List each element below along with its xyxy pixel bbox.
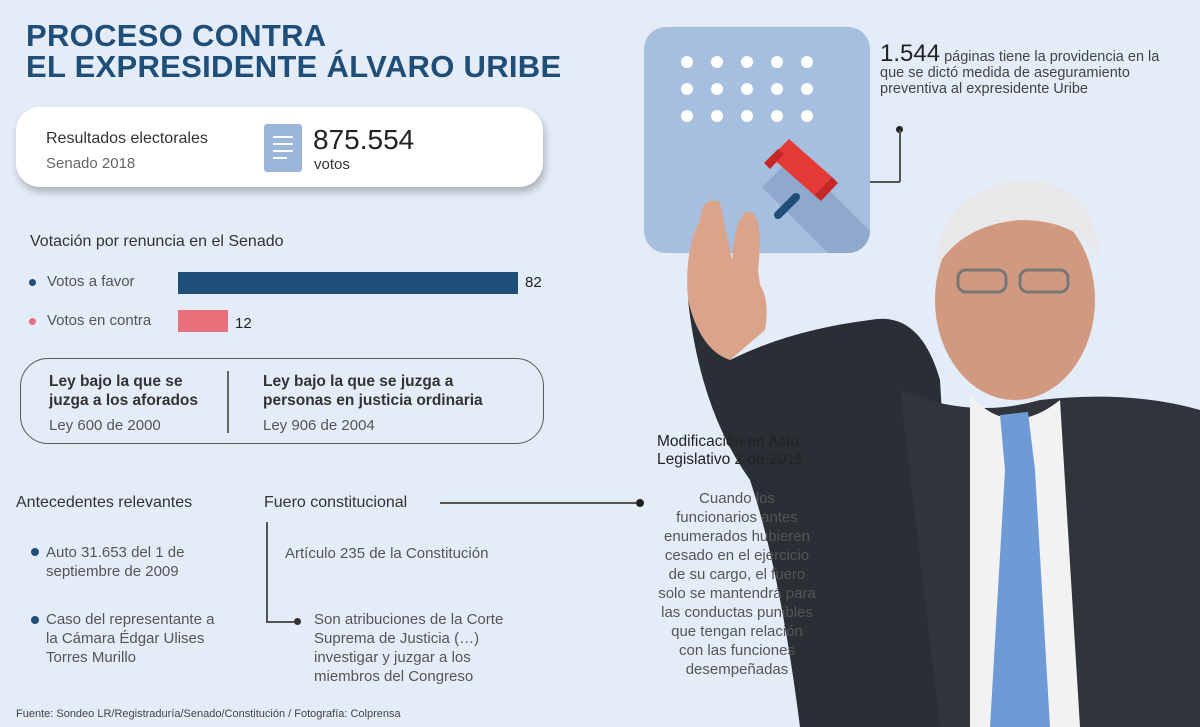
pages-annotation <box>880 40 1185 97</box>
fuero-heading: Fuero constitucional <box>264 494 408 511</box>
modificacion-heading: Modificación en Acto Legislativo 2 de 2015 <box>657 433 804 468</box>
fuero-connector-line <box>440 502 636 504</box>
antecedente-item-1: Auto 31.653 del 1 de septiembre de 2009 <box>46 544 185 580</box>
favor-label: Votos a favor <box>47 273 135 290</box>
law-ordinaria-value: Ley 906 de 2004 <box>263 417 375 434</box>
votes-unit: votos <box>314 156 350 173</box>
title-line-1: PROCESO CONTRA <box>26 18 327 53</box>
results-sublabel: Senado 2018 <box>46 155 136 172</box>
source-footer: Fuente: Sondeo LR/Registraduría/Senado/Constitución / Fotografía: Colprensa <box>16 708 401 720</box>
favor-dot <box>29 279 36 286</box>
votes-value: 875.554 <box>313 124 415 155</box>
fuero-text: Son atribuciones de la Corte Suprema de Justicia (…) investigar y juzgar a los miembros del Congreso <box>314 611 504 685</box>
fuero-vertical-line <box>266 522 268 622</box>
title-line-2: EL EXPRESIDENTE ÁLVARO URIBE <box>26 49 562 84</box>
law-aforados-heading: Ley bajo la que se juzga a los aforados <box>49 373 199 409</box>
fuero-article: Artículo 235 de la Constitución <box>285 545 489 562</box>
ballot-document-icon <box>264 124 302 172</box>
antecedente-bullet-2 <box>31 616 39 624</box>
antecedente-bullet-1 <box>31 548 39 556</box>
against-label: Votos en contra <box>47 312 152 329</box>
law-ordinaria-heading: Ley bajo la que se juzga a personas en justicia ordinaria <box>263 373 483 409</box>
antecedentes-heading: Antecedentes relevantes <box>16 494 193 511</box>
fuero-horizontal-line <box>266 621 296 623</box>
against-dot <box>29 318 36 325</box>
results-label: Resultados electorales <box>46 130 208 147</box>
favor-value: 82 <box>525 274 542 291</box>
page-title <box>26 20 561 82</box>
modificacion-dot <box>636 499 644 507</box>
antecedente-item-2: Caso del representante a la Cámara Édgar Ulises Torres Murillo <box>46 611 215 666</box>
vote-heading: Votación por renuncia en el Senado <box>30 233 284 250</box>
against-bar <box>178 310 228 332</box>
favor-bar <box>178 272 518 294</box>
laws-box <box>20 358 544 444</box>
laws-divider <box>227 371 229 433</box>
against-value: 12 <box>235 315 252 332</box>
law-aforados-value: Ley 600 de 2000 <box>49 417 161 434</box>
pages-value: 1.544 <box>880 40 941 67</box>
modificacion-text: Cuando los funcionarios antes enumerados hubieren cesado en el ejercicio de su cargo, el fuero solo se mantendrá para las conductas punibles que tengan relación con las funciones desempeñadas <box>658 490 816 678</box>
pages-text: páginas tiene la providencia en la que se dictó medida de aseguramiento preventiva al expresidente Uribe <box>880 49 1160 97</box>
fuero-dot <box>294 618 301 625</box>
results-card <box>16 107 543 187</box>
